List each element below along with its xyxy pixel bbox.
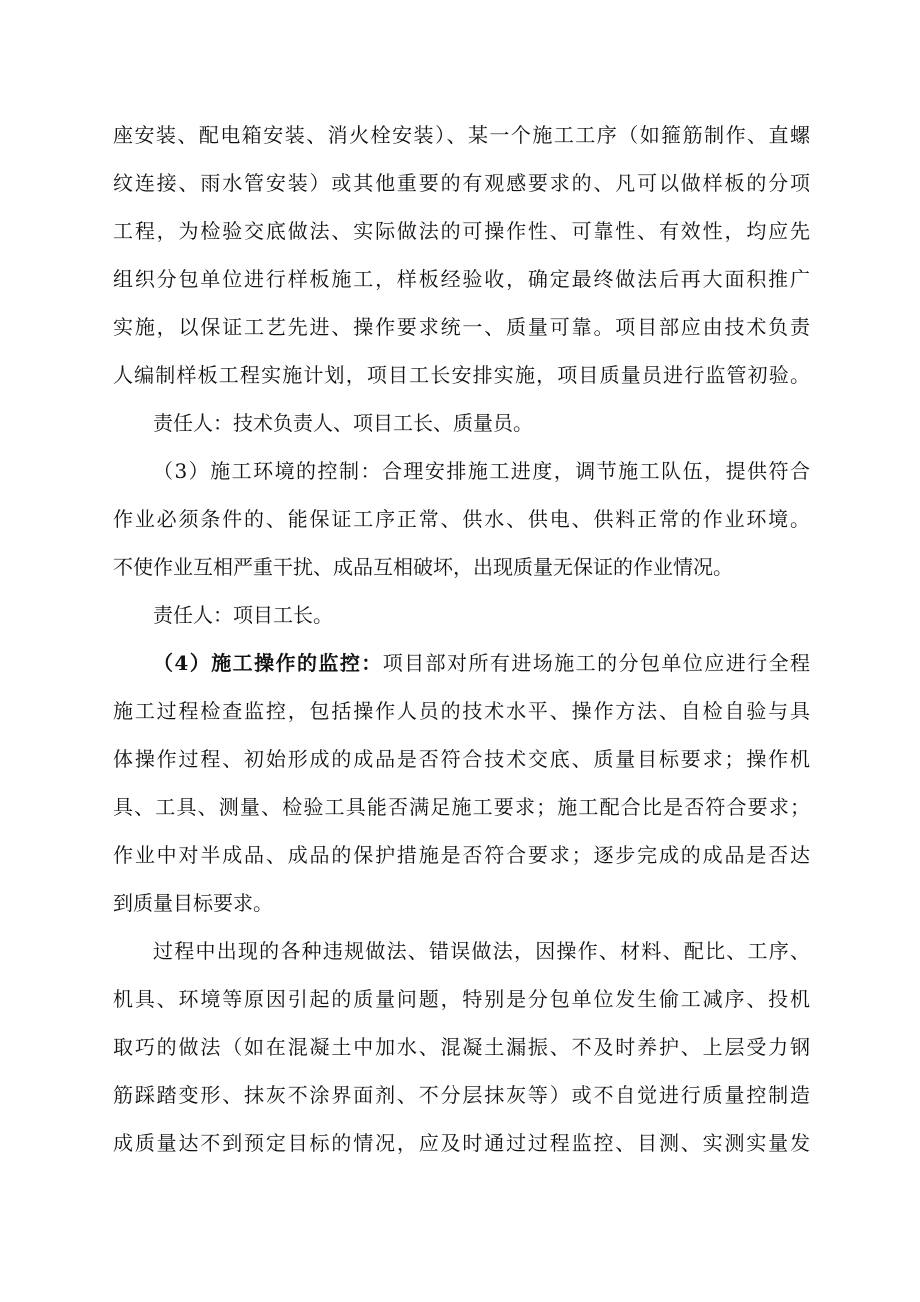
text-line: 不使作业互相严重干扰、成品互相破坏，出现质量无保证的作业情况。 [113, 555, 733, 579]
section-4-heading-text: 项目部对所有进场施工的分包单位应进行全程 [382, 651, 811, 675]
text-line: 体操作过程、初始形成的成品是否符合技术交底、质量目标要求；操作机 [113, 747, 810, 771]
paragraph-start-line: 过程中出现的各种违规做法、错误做法，因操作、材料、配比、工序、 [153, 939, 810, 963]
text-line: 作业中对半成品、成品的保护措施是否符合要求；逐步完成的成品是否达 [113, 843, 810, 867]
text-line: 座安装、配电箱安装、消火栓安装）、某一个施工工序（如箍筋制作、直螺 [113, 123, 810, 147]
text-line: 筋踩踏变形、抹灰不涂界面剂、不分层抹灰等）或不自觉进行质量控制造 [113, 1083, 810, 1107]
text-line: 实施，以保证工艺先进、操作要求统一、质量可靠。项目部应由技术负责 [113, 315, 810, 339]
text-line: 纹连接、雨水管安装）或其他重要的有观感要求的、凡可以做样板的分项 [113, 171, 810, 195]
responsible-person-line: 责任人：技术负责人、项目工长、质量员。 [153, 411, 533, 435]
text-line: 组织分包单位进行样板施工，样板经验收，确定最终做法后再大面积推广 [113, 267, 810, 291]
text-line: 具、工具、测量、检验工具能否满足施工要求；施工配合比是否符合要求； [113, 795, 810, 819]
text-line: 到质量目标要求。 [113, 891, 273, 915]
responsible-person-line: 责任人：项目工长。 [153, 603, 333, 627]
text-line: 人编制样板工程实施计划，项目工长安排实施，项目质量员进行监管初验。 [113, 363, 810, 387]
text-line: 机具、环境等原因引起的质量问题，特别是分包单位发生偷工减序、投机 [113, 987, 810, 1011]
text-line: 作业必须条件的、能保证工序正常、供水、供电、供料正常的作业环境。 [113, 507, 810, 531]
section-4-heading-line [153, 646, 810, 680]
text-line: 施工过程检查监控，包括操作人员的技术水平、操作方法、自检自验与具 [113, 699, 810, 723]
text-line: 工程，为检验交底做法、实际做法的可操作性、可靠性、有效性，均应先 [113, 219, 810, 243]
text-line: 成质量达不到预定目标的情况，应及时通过过程监控、目测、实测实量发 [113, 1131, 810, 1155]
section-3-heading-line: （3）施工环境的控制：合理安排施工进度，调节施工队伍，提供符合 [153, 459, 810, 483]
text-line: 取巧的做法（如在混凝土中加水、混凝土漏振、不及时养护、上层受力钢 [113, 1035, 810, 1059]
section-4-heading-bold: （4）施工操作的监控： [153, 651, 383, 675]
